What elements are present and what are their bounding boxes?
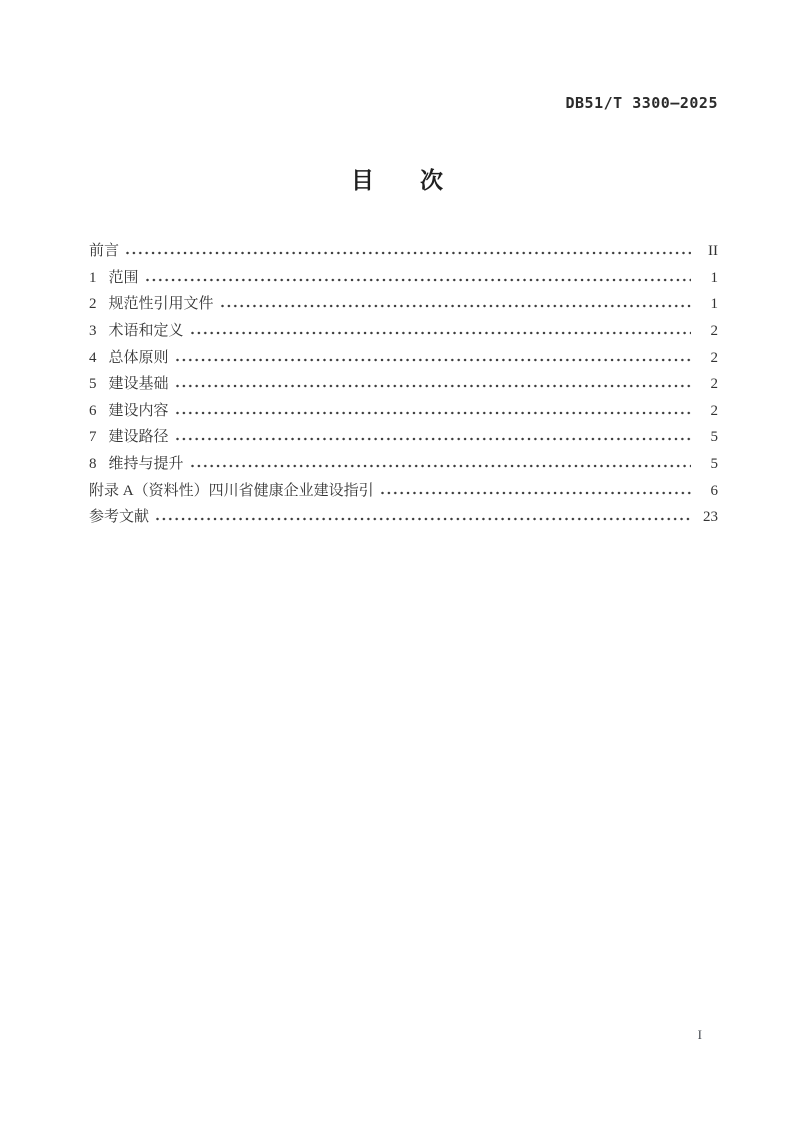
toc-entry: [89, 239, 718, 266]
toc-entry: [89, 319, 718, 346]
toc-entry-label: 术语和定义: [108, 322, 184, 339]
dot-leader: [176, 437, 691, 441]
toc-entry-label: 参考文献: [89, 509, 150, 526]
toc-entry-number: 7: [89, 429, 97, 446]
toc-entry-label: 附录 A（资料性）四川省健康企业建设指引: [89, 482, 374, 499]
toc-entry-page: 5: [710, 429, 718, 446]
page-number: I: [697, 1027, 702, 1042]
toc-entry-page: 2: [710, 402, 718, 419]
dot-leader: [176, 358, 691, 362]
toc-entry-number: 1: [89, 269, 97, 286]
dot-leader: [191, 331, 691, 335]
toc-entry-page: 2: [710, 376, 718, 393]
dot-leader: [381, 491, 691, 495]
toc-entry-label: 建设基础: [108, 376, 169, 393]
toc-entry-label: 总体原则: [108, 349, 169, 366]
toc-entry-label: 前言: [89, 243, 120, 259]
toc-entry-page: 1: [710, 269, 718, 286]
dot-leader: [156, 517, 691, 521]
page-title: 目 次: [351, 168, 443, 194]
dot-leader: [221, 304, 691, 308]
toc-entry: [89, 292, 718, 319]
toc-entry: [89, 346, 718, 373]
toc-entry-label: 范围: [108, 269, 139, 286]
toc-entry: [89, 266, 718, 293]
toc-entry-number: 3: [89, 322, 97, 339]
toc-entry: [89, 452, 718, 479]
toc-entry-page: 2: [710, 322, 718, 339]
dot-leader: [176, 411, 691, 415]
dot-leader: [146, 278, 691, 282]
toc-entry-label: 建设路径: [108, 429, 169, 446]
toc-entry-page: 6: [710, 482, 718, 499]
toc-entry: [89, 372, 718, 399]
toc-entry-page: II: [708, 243, 718, 259]
toc-entry: [89, 505, 718, 532]
toc-entry-page: 1: [710, 296, 718, 313]
toc-entry-number: 2: [89, 296, 97, 313]
document-code: DB51/T 3300—2025: [565, 94, 718, 112]
toc-entry-label: 维持与提升: [108, 456, 184, 473]
toc-entry-page: 23: [703, 509, 718, 526]
toc-entry: [89, 479, 718, 506]
dot-leader: [191, 464, 691, 468]
toc-entry: [89, 425, 718, 452]
toc-entry-page: 5: [710, 456, 718, 473]
toc-entry-number: 8: [89, 456, 97, 473]
toc-entry-label: 建设内容: [108, 402, 169, 419]
dot-leader: [176, 384, 691, 388]
toc-entry-page: 2: [710, 349, 718, 366]
toc-entry-number: 6: [89, 402, 97, 419]
toc-entry-label: 规范性引用文件: [108, 296, 214, 313]
toc-entry: [89, 399, 718, 426]
dot-leader: [126, 251, 691, 255]
toc-entry-number: 5: [89, 376, 97, 393]
table-of-contents: [89, 239, 718, 532]
toc-entry-number: 4: [89, 349, 97, 366]
